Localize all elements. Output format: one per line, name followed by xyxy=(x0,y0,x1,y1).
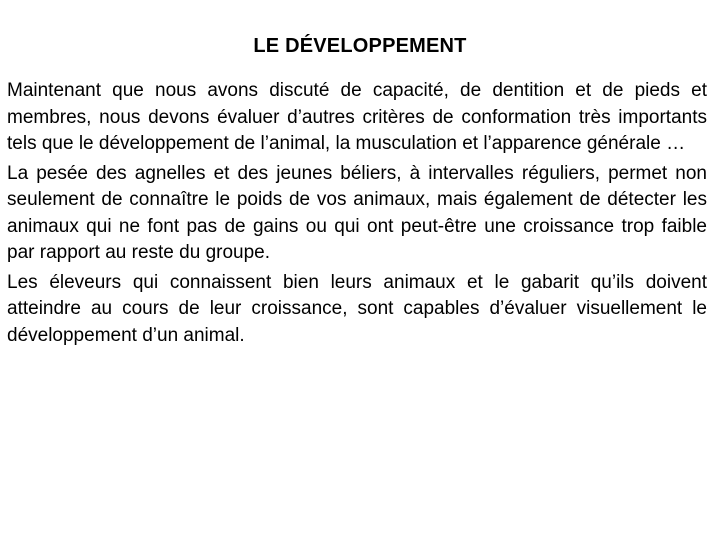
slide-body xyxy=(7,78,707,352)
paragraph-breeders: Les éleveurs qui connaissent bien leurs animaux et le gabarit qu’ils doivent atteindre au cours de leur croissance, sont capables d’évaluer visuellement le développement d’un animal. xyxy=(7,271,707,346)
slide-title: LE DÉVELOPPEMENT xyxy=(253,35,467,57)
paragraph-intro: Maintenant que nous avons discuté de capacité, de dentition et de pieds et membres, nous devons évaluer d’autres critères de conformation très importants tels que le développement de l’animal, la musculation et l’apparence générale … xyxy=(7,80,707,154)
paragraph-weighing: La pesée des agnelles et des jeunes béliers, à intervalles réguliers, permet non seulement de connaître le poids de vos animaux, mais également de détecter les animaux qui ne font pas de gains ou qui ont peut-être une croissance trop faible par rapport au reste du groupe. xyxy=(7,162,707,263)
